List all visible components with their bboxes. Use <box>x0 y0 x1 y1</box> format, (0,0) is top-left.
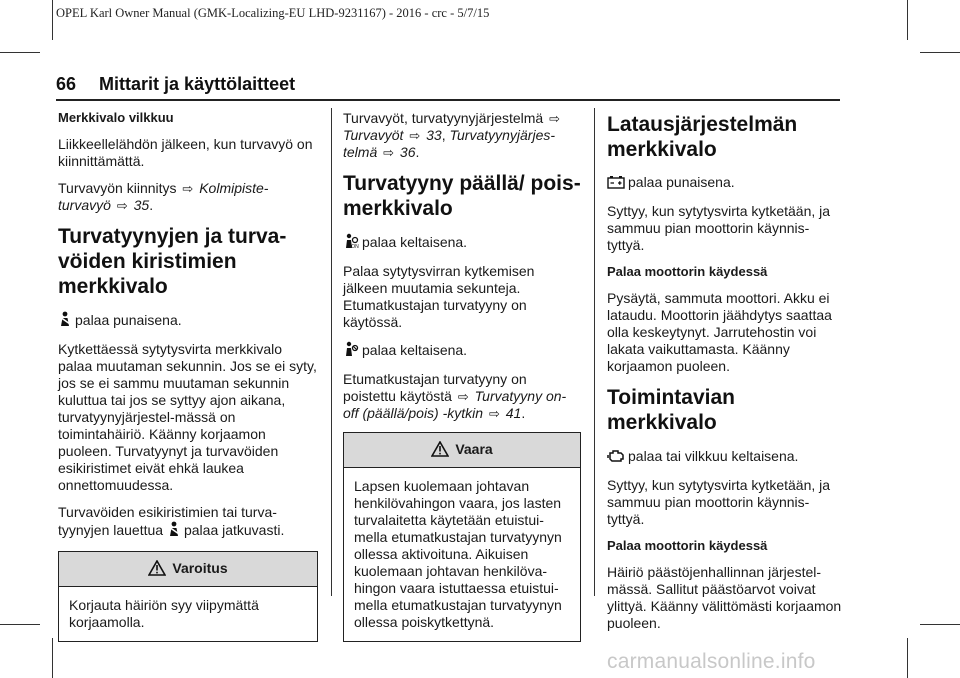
text: Etumatkustajan turvatyyny on poistettu käytöstä <box>343 371 527 404</box>
column-divider <box>331 108 332 596</box>
crop-mark <box>907 0 908 40</box>
crop-mark <box>920 624 960 625</box>
column-left <box>58 110 318 642</box>
crop-mark <box>0 624 40 625</box>
paragraph-with-ref: Turvavyöt, turvatyynyjärjestelmä ⇨ Turvavyöt ⇨ 33, Turvatyynyjärjes-telmä ⇨ 36. <box>343 110 561 160</box>
airbag-on-icon <box>343 233 359 253</box>
danger-box-header <box>344 433 580 468</box>
cross-ref-link[interactable]: Turvatyyny on-off (päällä/pois) -kytkin <box>343 388 567 421</box>
heading-malfunction: Toimintavian merkkivalo <box>607 386 735 434</box>
warning-box-header <box>59 552 317 587</box>
text: palaa tai vilkkuu keltaisena. <box>628 448 799 464</box>
page-ref[interactable]: 33 <box>426 127 442 143</box>
paragraph: Syttyy, kun sytytysvirta kytketään, ja sammuu pian moottorin käynnis-tyttyä. <box>607 203 831 253</box>
text: palaa keltaisena. <box>362 342 468 358</box>
danger-box-body <box>344 468 580 641</box>
crop-mark <box>0 52 40 53</box>
warning-triangle-icon <box>148 560 166 579</box>
watermark: carmanualsonline.info <box>607 650 816 673</box>
column-middle <box>343 110 581 642</box>
page-ref-arrow-icon: ⇨ <box>549 111 561 126</box>
text: Turvavyön kiinnitys <box>58 180 177 196</box>
danger-box <box>343 432 581 642</box>
page-ref[interactable]: 41 <box>505 405 522 421</box>
paragraph-with-icon <box>58 504 318 541</box>
paragraph: Palaa sytytysvirran kytkemisen jälkeen muutamia sekunteja. Etumatkustajan turvatyyny on käytössä. <box>343 263 535 330</box>
cross-ref-link[interactable]: Turvavyöt <box>343 127 404 143</box>
page-ref[interactable]: 36 <box>399 144 416 160</box>
paragraph-with-ref: Etumatkustajan turvatyyny on poistettu käytöstä ⇨ Turvatyyny on-off (päällä/pois) -kytkin ⇨ 41. <box>343 371 567 421</box>
engine-icon <box>607 447 625 467</box>
page-ref[interactable]: 35 <box>133 197 150 213</box>
text: palaa jatkuvasti. <box>183 522 285 538</box>
page-ref-arrow-icon: ⇨ <box>457 389 469 404</box>
paragraph-with-icon <box>607 174 843 193</box>
text: Turvavöiden esikiristimien tai turva-tyynyjen lauettua <box>58 504 277 538</box>
airbag-seatbelt-icon <box>167 521 181 541</box>
page-ref-arrow-icon: ⇨ <box>383 145 395 160</box>
warning-triangle-icon <box>431 441 449 460</box>
subheading-engine-running: Palaa moottorin käydessä <box>607 538 768 553</box>
heading-airbag-on-off: Turvatyyny päällä/ pois-merkkivalo <box>343 172 581 220</box>
battery-icon <box>607 175 625 193</box>
crop-mark <box>52 0 53 40</box>
header-rule <box>56 99 840 101</box>
warning-text: Korjauta häiriön syy viipymättä korjaamolla. <box>69 597 259 630</box>
column-right <box>607 110 843 642</box>
subheading-engine-running: Palaa moottorin käydessä <box>607 264 768 279</box>
paragraph-with-icon <box>607 447 843 467</box>
svg-text:ON: ON <box>351 244 359 249</box>
warning-box-body <box>59 587 317 641</box>
warning-box <box>58 551 318 642</box>
page-header <box>56 74 295 95</box>
paragraph: Liikkeellelähdön jälkeen, kun turvavyö on kiinnittämättä. <box>58 136 313 169</box>
cross-ref-link[interactable]: Turvatyynyjärjes-telmä <box>343 127 556 160</box>
text: Turvavyöt, turvatyynyjärjestelmä <box>343 110 544 126</box>
text: palaa keltaisena. <box>362 234 468 250</box>
paragraph: Syttyy, kun sytytysvirta kytketään, ja sammuu pian moottorin käynnis-tyttyä. <box>607 477 831 527</box>
paragraph-with-icon <box>343 233 581 253</box>
airbag-seatbelt-icon <box>58 311 72 331</box>
crop-mark <box>920 52 960 53</box>
danger-text: Lapsen kuolemaan johtavan henkilövahingon vaara, jos lasten turvalaitetta käytetään etuistui-mella etumatkustajan turvatyynyn ollessa aktivoituna. Aikuisen kuolemaan johtavan henkilöva-hingon vaara istuttaessa etuistui-mella etumatkustajan turvatyynyn ollessa poiskytkettynä. <box>354 478 562 630</box>
text: palaa punaisena. <box>628 174 735 190</box>
paragraph: Pysäytä, sammuta moottori. Akku ei lataudu. Moottorin jäähdytys saattaa olla keskeytynyt. Jarrutehostin voi lakata vaikuttamasta. Käänny korjaamon puoleen. <box>607 290 832 374</box>
cross-ref-link[interactable]: Kolmipiste-turvavyö <box>58 180 269 213</box>
subheading-flashing: Merkkivalo vilkkuu <box>58 110 174 125</box>
danger-title: Vaara <box>455 441 493 457</box>
page-ref-arrow-icon: ⇨ <box>488 406 500 421</box>
page-number: 66 <box>56 74 77 94</box>
text: palaa punaisena. <box>75 312 182 328</box>
heading-charging: Latausjärjestelmän merkkivalo <box>607 113 798 161</box>
paragraph: Häiriö päästöjenhallinnan järjestel-mässä. Sallitut päästöarvot voivat ylittyä. Käänny välittömästi korjaamon puoleen. <box>607 564 842 631</box>
page-ref-arrow-icon: ⇨ <box>182 181 194 196</box>
heading-pretensioner: Turvatyynyjen ja turva-vöiden kiristimien merkkivalo <box>58 225 287 298</box>
crop-mark <box>907 638 908 678</box>
warning-title: Varoitus <box>172 560 228 576</box>
page-ref-arrow-icon: ⇨ <box>409 128 421 143</box>
paragraph-with-icon <box>343 341 581 361</box>
document-meta: OPEL Karl Owner Manual (GMK-Localizing-EU LHD-9231167) - 2016 - crc - 5/7/15 <box>56 6 490 20</box>
page-ref-arrow-icon: ⇨ <box>116 198 128 213</box>
airbag-off-icon <box>343 341 359 361</box>
section-title: Mittarit ja käyttölaitteet <box>99 74 296 94</box>
paragraph-with-ref: Turvavyön kiinnitys ⇨ Kolmipiste-turvavyö ⇨ 35. <box>58 180 269 213</box>
column-divider <box>594 108 595 596</box>
paragraph-with-icon <box>58 311 318 331</box>
paragraph: Kytkettäessä sytytysvirta merkkivalo palaa muutaman sekunnin. Jos se ei syty, jos se ei sammu muutaman sekunnin kuluttua tai jos se syttyy ajon aikana, turvatyynyjärjestel-mässä on toimintahäiriö. Käänny korjaamon puoleen. Turvatyynyt ja turvavöiden esikiristimet eivät ehkä laukea onnettomuudessa. <box>58 341 317 493</box>
crop-mark <box>52 638 53 678</box>
